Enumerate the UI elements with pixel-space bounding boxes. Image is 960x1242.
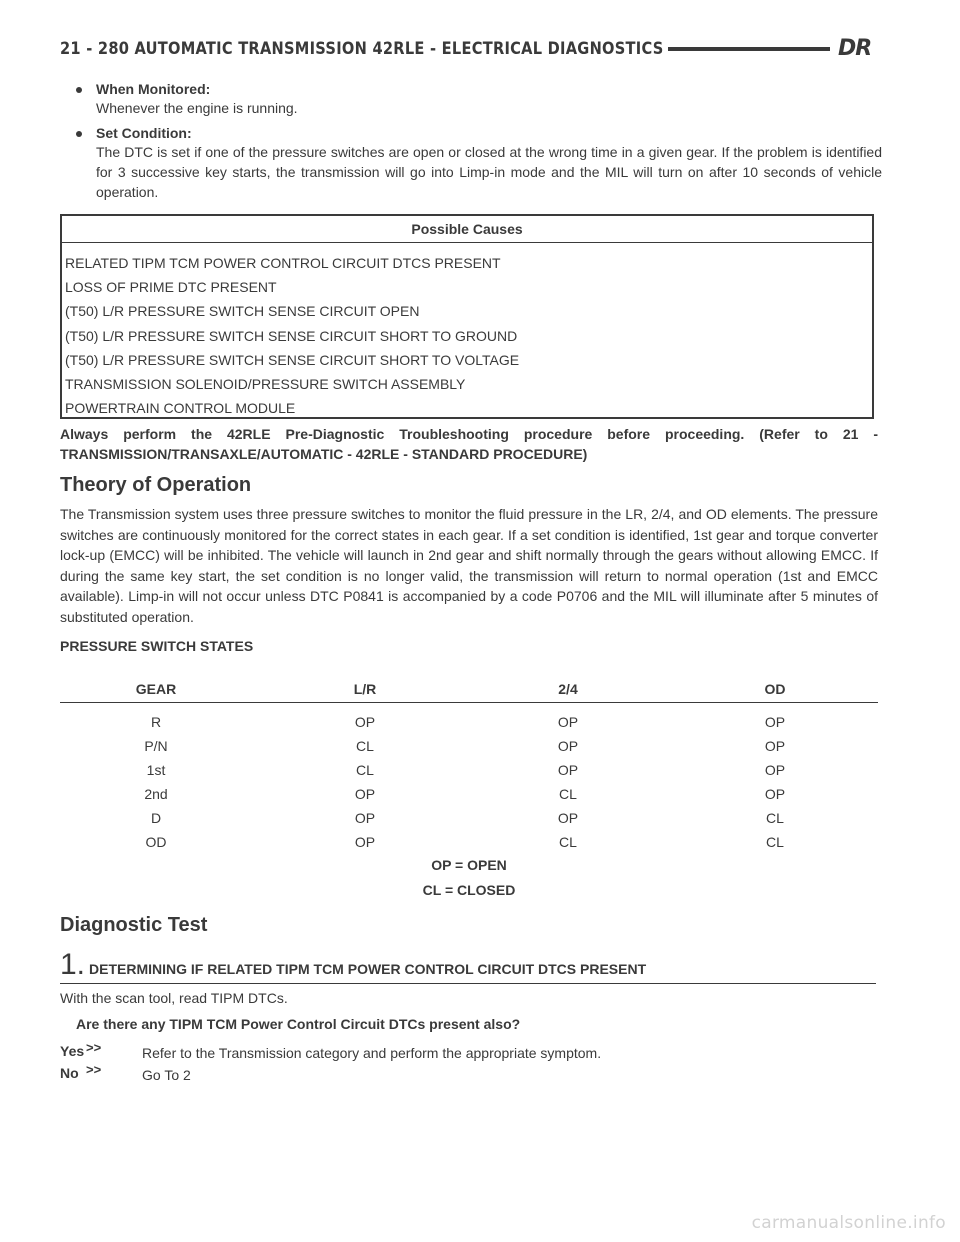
legend-closed: CL = CLOSED xyxy=(422,882,516,898)
step-number: 1. xyxy=(60,948,86,981)
table-row xyxy=(60,782,878,806)
table-cell: CL xyxy=(356,738,374,754)
table-cell: OP xyxy=(354,834,376,850)
bullet-body: Whenever the engine is running. xyxy=(96,100,298,116)
possible-causes-box xyxy=(60,214,874,419)
table-cell: 2nd xyxy=(144,786,168,802)
table-cell: OP xyxy=(764,786,786,802)
bullet-icon xyxy=(76,131,82,137)
list-item: (T50) L/R PRESSURE SWITCH SENSE CIRCUIT OPEN xyxy=(65,303,420,320)
table-row xyxy=(60,734,878,758)
table-cell: OP xyxy=(557,762,579,778)
table-cell: CL xyxy=(559,834,577,850)
theory-paragraph: The Transmission system uses three pressure switches to monitor the fluid pressure in the LR, 2/4, and OD elements. The pressure switches are continuously monitored for the correct states in each gear. If a set condition is identified, 1st gear and torque converter lock-up (EMCC) will be inhibited. The vehicle will launch in 2nd gear and shift normally through the gears without allowing EMCC. If during the same key start, the set condition is no longer valid, the transmission will return to normal operation (1st and EMCC available). Limp-in will not occur unless DTC P0841 is accompanied by a code P0706 and the MIL will illuminate after 5 minutes of substituted operation. xyxy=(60,506,878,625)
list-item: LOSS OF PRIME DTC PRESENT xyxy=(65,279,277,296)
possible-causes-heading: Possible Causes xyxy=(62,216,872,243)
list-item: TRANSMISSION SOLENOID/PRESSURE SWITCH ASSEMBLY xyxy=(65,376,466,393)
table-cell: OP xyxy=(557,714,579,730)
list-item: (T50) L/R PRESSURE SWITCH SENSE CIRCUIT SHORT TO GROUND xyxy=(65,327,518,344)
header-rule xyxy=(668,47,830,51)
column-header-od: OD xyxy=(764,681,786,697)
diagnostic-heading: Diagnostic Test xyxy=(60,914,208,936)
table-cell: OP xyxy=(764,762,786,778)
site-watermark: carmanualsonline.info xyxy=(751,1213,946,1233)
table-cell: CL xyxy=(766,834,784,850)
table-cell: OP xyxy=(354,810,376,826)
possible-causes-list xyxy=(62,243,872,420)
table-row xyxy=(60,710,878,734)
table-cell: CL xyxy=(559,786,577,802)
column-header-lr: L/R xyxy=(353,681,377,697)
bullet-icon xyxy=(76,87,82,93)
table-cell: CL xyxy=(356,762,374,778)
list-item: POWERTRAIN CONTROL MODULE xyxy=(65,400,296,417)
answer-text: Go To 2 xyxy=(142,1067,191,1083)
table-cell: OP xyxy=(557,738,579,754)
answer-label: Yes xyxy=(60,1043,85,1059)
table-cell: R xyxy=(150,714,162,730)
table-body xyxy=(60,703,878,854)
monitor-conditions xyxy=(62,80,882,208)
table-cell: OP xyxy=(557,810,579,826)
table-row xyxy=(60,806,878,830)
step-question: Are there any TIPM TCM Power Control Circuit DTCs present also? xyxy=(76,1016,521,1032)
table-cell: CL xyxy=(766,810,784,826)
table-cell: OP xyxy=(764,714,786,730)
list-item: RELATED TIPM TCM POWER CONTROL CIRCUIT DTCS PRESENT xyxy=(65,255,501,271)
column-header-24: 2/4 xyxy=(558,681,578,697)
list-item: (T50) L/R PRESSURE SWITCH SENSE CIRCUIT SHORT TO VOLTAGE xyxy=(65,351,520,368)
pressure-switch-table xyxy=(60,676,878,898)
switch-table-title: PRESSURE SWITCH STATES xyxy=(60,638,254,654)
header-title: 21 - 280 AUTOMATIC TRANSMISSION 42RLE - ELECTRICAL DIAGNOSTICS xyxy=(60,39,664,59)
answer-text: Refer to the Transmission category and perform the appropriate symptom. xyxy=(142,1045,602,1061)
theory-heading: Theory of Operation xyxy=(60,474,252,496)
table-row xyxy=(60,830,878,854)
when-monitored-item xyxy=(62,80,882,118)
column-header-gear: GEAR xyxy=(135,681,177,697)
step-title: DETERMINING IF RELATED TIPM TCM POWER CONTROL CIRCUIT DTCS PRESENT xyxy=(89,961,647,977)
answer-label: No xyxy=(60,1065,79,1081)
arrow-icon: >> xyxy=(86,1040,102,1055)
step-instruction: With the scan tool, read TIPM DTCs. xyxy=(60,990,288,1006)
table-cell: OP xyxy=(764,738,786,754)
dr-logo: DR xyxy=(838,36,872,61)
table-cell: OP xyxy=(354,714,376,730)
arrow-icon: >> xyxy=(86,1062,102,1077)
legend-open: OP = OPEN xyxy=(431,857,507,873)
bullet-title: Set Condition: xyxy=(96,125,192,141)
table-cell: OP xyxy=(354,786,376,802)
set-condition-item xyxy=(62,124,882,202)
table-cell: OD xyxy=(145,834,167,850)
bullet-body: The DTC is set if one of the pressure switches are open or closed at the wrong time in a given gear. If the problem is identified for 3 successive key starts, the transmission will go into Limp-in mode and the MIL will turn on after 10 seconds of vehicle operation. xyxy=(96,144,882,200)
step-rule xyxy=(60,983,876,984)
pre-diagnostic-note: Always perform the 42RLE Pre-Diagnostic Troubleshooting procedure before proceeding. (Refer to 21 - TRANSMISSION/TRANSAXLE/AUTOMATIC - 42RLE - STANDARD PROCEDURE) xyxy=(60,426,878,462)
table-header xyxy=(60,676,878,703)
table-row xyxy=(60,758,878,782)
table-cell: P/N xyxy=(144,738,168,754)
table-cell: 1st xyxy=(146,762,166,778)
bullet-title: When Monitored: xyxy=(96,81,211,97)
page-header xyxy=(0,34,960,70)
table-cell: D xyxy=(150,810,162,826)
